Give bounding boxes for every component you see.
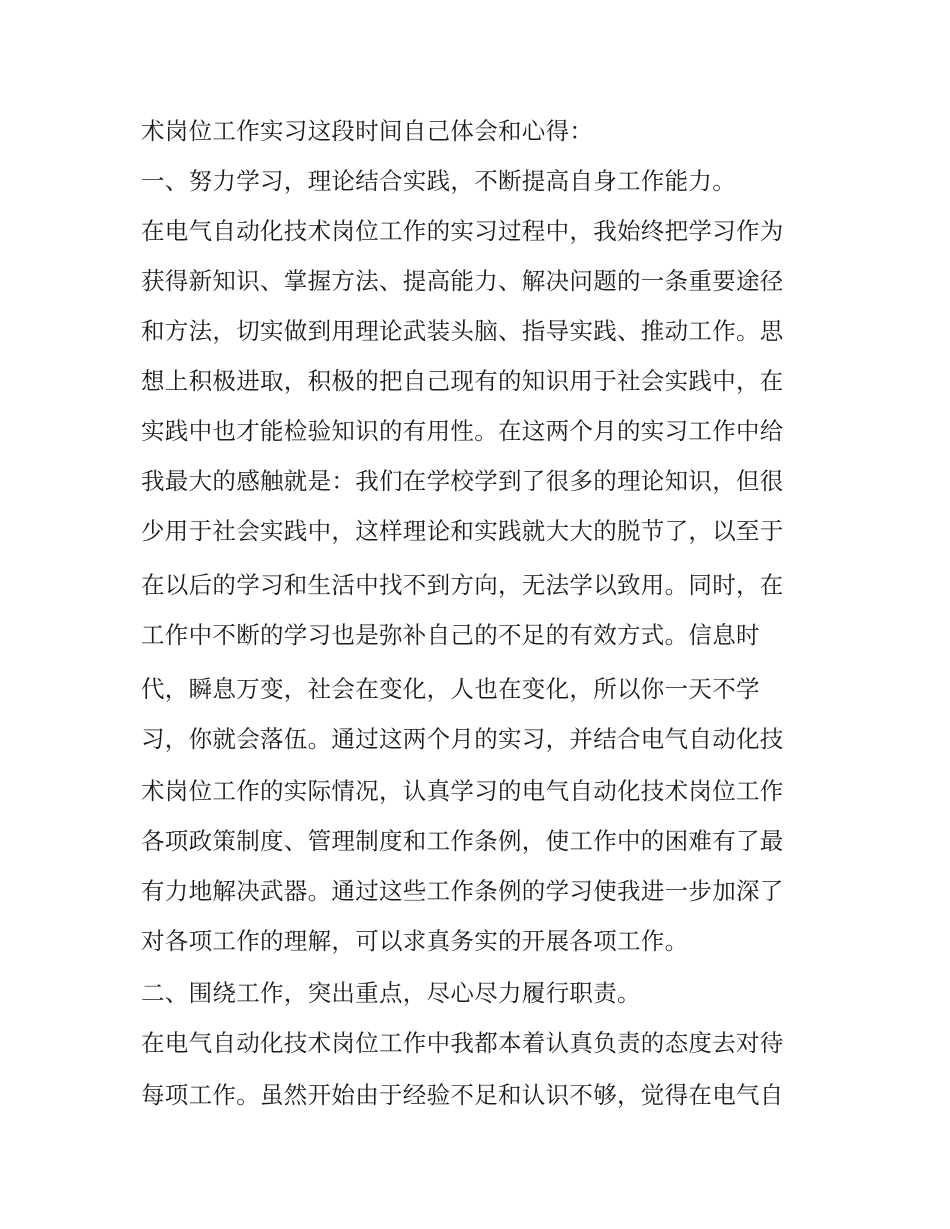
text-line: 代，瞬息万变，社会在变化，人也在变化，所以你一天不学 <box>141 675 760 703</box>
text-line: 术岗位工作实习这段时间自己体会和心得： <box>141 117 594 145</box>
text-line: 获得新知识、掌握方法、提高能力、解决问题的一条重要途径 <box>141 267 784 295</box>
text-line: 在电气自动化技术岗位工作中我都本着认真负责的态度去对待 <box>141 1029 784 1057</box>
text-line: 习，你就会落伍。通过这两个月的实习，并结合电气自动化技 <box>141 725 784 753</box>
text-line: 想上积极进取，积极的把自己现有的知识用于社会实践中，在 <box>141 367 784 395</box>
text-line: 术岗位工作的实际情况，认真学习的电气自动化技术岗位工作 <box>141 777 784 805</box>
text-line: 工作中不断的学习也是弥补自己的不足的有效方式。信息时 <box>141 621 760 649</box>
text-line: 少用于社会实践中，这样理论和实践就大大的脱节了，以至于 <box>141 517 784 545</box>
text-line: 各项政策制度、管理制度和工作条例，使工作中的困难有了最 <box>141 827 784 855</box>
text-line: 我最大的感触就是：我们在学校学到了很多的理论知识，但很 <box>141 467 784 495</box>
section-heading: 一、努力学习，理论结合实践，不断提高自身工作能力。 <box>141 167 736 195</box>
text-line: 在电气自动化技术岗位工作的实习过程中，我始终把学习作为 <box>141 217 784 245</box>
text-line: 对各项工作的理解，可以求真务实的开展各项工作。 <box>141 927 689 955</box>
text-line: 在以后的学习和生活中找不到方向，无法学以致用。同时，在 <box>141 571 784 599</box>
text-line: 有力地解决武器。通过这些工作条例的学习使我进一步加深了 <box>141 877 784 905</box>
text-line: 实践中也才能检验知识的有用性。在这两个月的实习工作中给 <box>141 417 784 445</box>
section-heading: 二、围绕工作，突出重点，尽心尽力履行职责。 <box>141 979 641 1007</box>
text-line: 每项工作。虽然开始由于经验不足和认识不够，觉得在电气自 <box>141 1081 784 1109</box>
text-line: 和方法，切实做到用理论武装头脑、指导实践、推动工作。思 <box>141 317 784 345</box>
